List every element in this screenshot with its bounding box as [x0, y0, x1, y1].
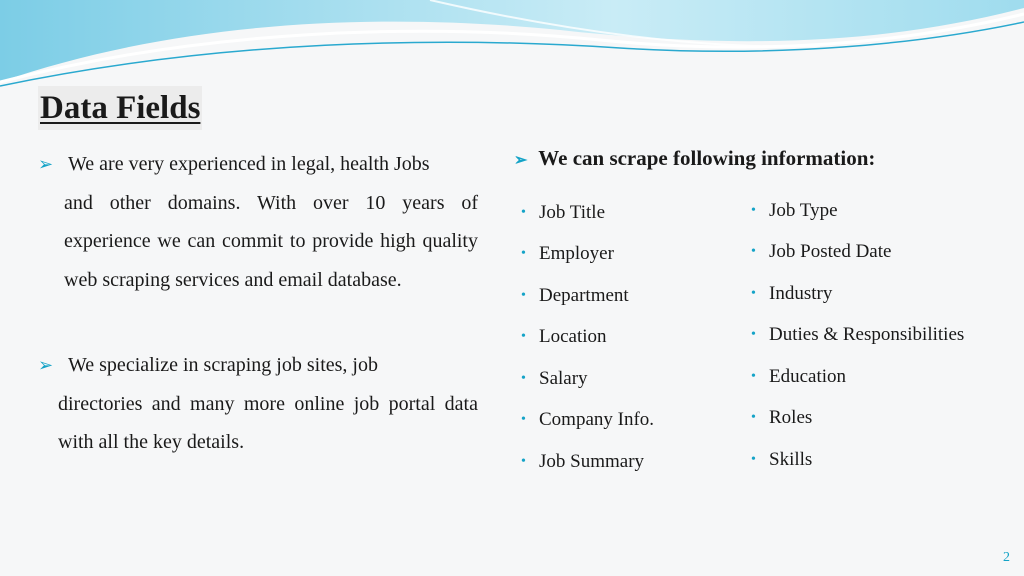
- scrape-heading-text: We can scrape following information:: [538, 146, 876, 170]
- dot-bullet-icon: •: [751, 244, 756, 260]
- field-list-right: [751, 190, 964, 481]
- header-wave-decoration: [0, 0, 1024, 90]
- dot-bullet-icon: •: [751, 451, 756, 467]
- list-item: • Roles: [751, 407, 813, 429]
- dot-bullet-icon: •: [751, 368, 756, 384]
- paragraph-experience: [38, 145, 478, 299]
- list-item: • Job Summary: [521, 450, 645, 472]
- dot-bullet-icon: •: [521, 204, 526, 220]
- dot-bullet-icon: •: [521, 246, 526, 262]
- dot-bullet-icon: •: [751, 327, 756, 343]
- dot-bullet-icon: •: [521, 453, 526, 469]
- page-title: Data Fields: [38, 86, 202, 130]
- list-item: • Job Posted Date: [751, 241, 892, 263]
- list-item: • Company Info.: [521, 409, 655, 431]
- list-item: • Industry: [751, 282, 833, 304]
- list-item: • Skills: [751, 448, 813, 470]
- list-item: • Location: [521, 326, 607, 348]
- list-item: • Job Title: [521, 201, 606, 223]
- dot-bullet-icon: •: [521, 329, 526, 345]
- paragraph-rest: directories and many more online job portal data with all the key details.: [58, 392, 478, 453]
- paragraph-specialize: [38, 346, 478, 462]
- paragraph-first-line: We are very experienced in legal, health Jobs: [68, 153, 430, 175]
- list-item: • Education: [751, 365, 847, 387]
- dot-bullet-icon: •: [751, 202, 756, 218]
- list-item: • Salary: [521, 367, 588, 389]
- arrow-bullet-icon: ➢: [38, 355, 54, 375]
- dot-bullet-icon: •: [521, 287, 526, 303]
- list-item: • Department: [521, 284, 629, 306]
- scrape-heading: [514, 146, 875, 171]
- dot-bullet-icon: •: [521, 412, 526, 428]
- paragraph-rest: and other domains. With over 10 years of experience we can commit to provide high quality web scraping services and email database.: [64, 191, 478, 291]
- paragraph-first-line: We specialize in scraping job sites, job: [68, 354, 378, 376]
- dot-bullet-icon: •: [521, 370, 526, 386]
- field-list-left: [521, 192, 654, 483]
- arrow-bullet-icon: ➢: [514, 152, 528, 169]
- arrow-bullet-icon: ➢: [38, 154, 54, 174]
- dot-bullet-icon: •: [751, 285, 756, 301]
- dot-bullet-icon: •: [751, 410, 756, 426]
- page-number: 2: [1003, 550, 1010, 565]
- list-item: • Employer: [521, 243, 614, 265]
- list-item: • Duties & Responsibilities: [751, 324, 965, 346]
- list-item: • Job Type: [751, 199, 838, 221]
